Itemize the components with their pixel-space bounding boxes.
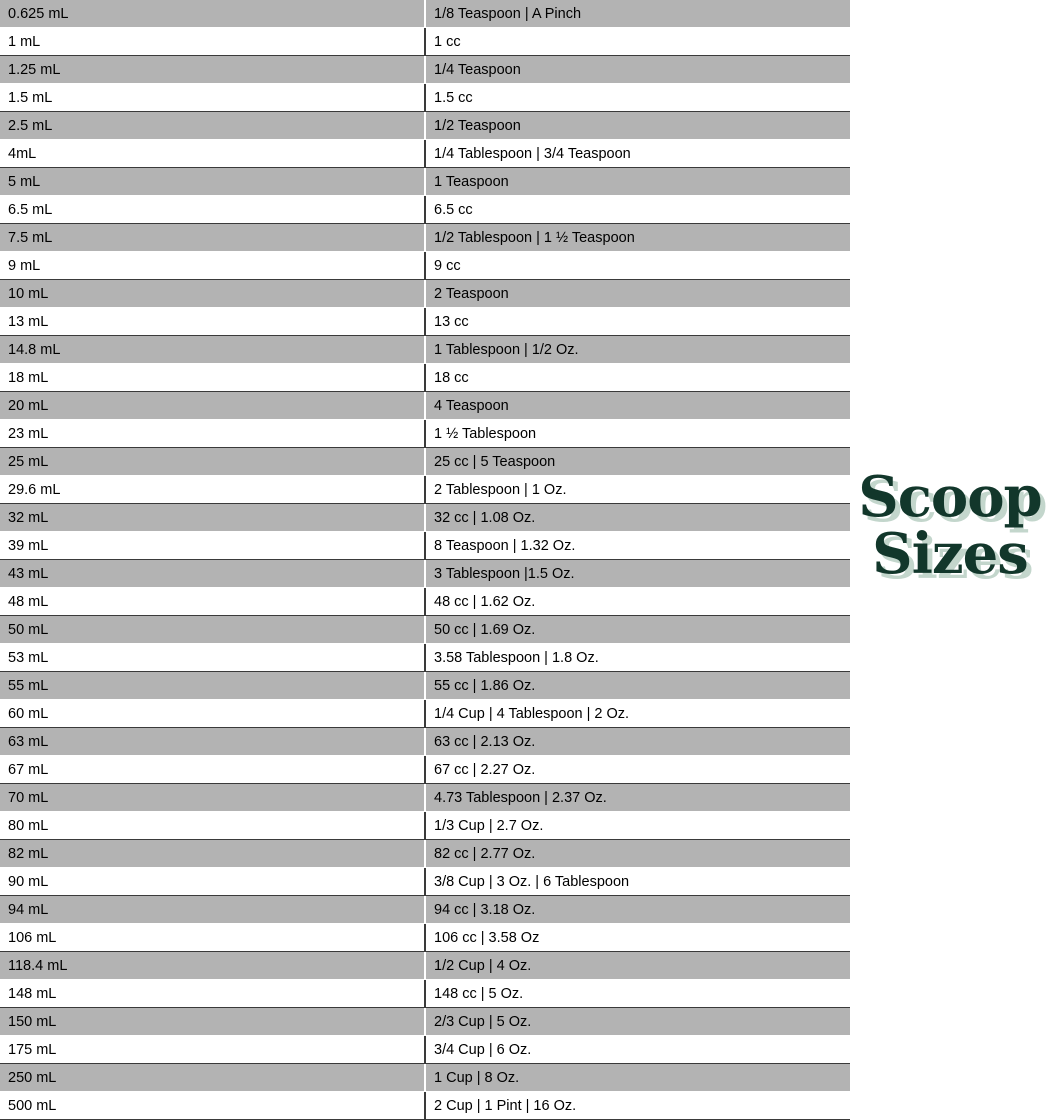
cell-equivalent: 2 Teaspoon [425,280,850,308]
cell-volume-ml: 10 mL [0,280,425,308]
table-row [0,0,850,28]
table-row [0,308,850,336]
cell-equivalent: 9 cc [425,252,850,280]
cell-equivalent: 25 cc | 5 Teaspoon [425,448,850,476]
cell-equivalent: 1/8 Teaspoon | A Pinch [425,0,850,28]
cell-volume-ml: 94 mL [0,896,425,924]
table-row [0,168,850,196]
cell-equivalent: 67 cc | 2.27 Oz. [425,756,850,784]
cell-volume-ml: 23 mL [0,420,425,448]
cell-volume-ml: 1.5 mL [0,84,425,112]
table-row [0,504,850,532]
table-row [0,644,850,672]
cell-volume-ml: 60 mL [0,700,425,728]
cell-volume-ml: 6.5 mL [0,196,425,224]
table-row [0,672,850,700]
cell-volume-ml: 7.5 mL [0,224,425,252]
logo-line-two: Sizes [872,520,1028,587]
table-row [0,476,850,504]
logo-line-one: Scoop [858,464,1042,530]
table-row [0,56,850,84]
cell-equivalent: 3/8 Cup | 3 Oz. | 6 Tablespoon [425,868,850,896]
cell-volume-ml: 9 mL [0,252,425,280]
cell-volume-ml: 48 mL [0,588,425,616]
cell-volume-ml: 39 mL [0,532,425,560]
table-row [0,868,850,896]
cell-volume-ml: 1.25 mL [0,56,425,84]
cell-equivalent: 4.73 Tablespoon | 2.37 Oz. [425,784,850,812]
table-row [0,224,850,252]
cell-equivalent: 32 cc | 1.08 Oz. [425,504,850,532]
table-row [0,392,850,420]
cell-equivalent: 1 ½ Tablespoon [425,420,850,448]
table-row [0,1008,850,1036]
cell-volume-ml: 25 mL [0,448,425,476]
table-row [0,952,850,980]
table-row [0,728,850,756]
table-row [0,924,850,952]
table-row [0,896,850,924]
table-row [0,700,850,728]
cell-volume-ml: 13 mL [0,308,425,336]
table-row [0,336,850,364]
cell-equivalent: 3 Tablespoon |1.5 Oz. [425,560,850,588]
cell-volume-ml: 14.8 mL [0,336,425,364]
cell-equivalent: 1/4 Cup | 4 Tablespoon | 2 Oz. [425,700,850,728]
cell-equivalent: 1/2 Cup | 4 Oz. [425,952,850,980]
cell-equivalent: 94 cc | 3.18 Oz. [425,896,850,924]
cell-equivalent: 1/2 Teaspoon [425,112,850,140]
cell-equivalent: 1 cc [425,28,850,56]
table-row [0,420,850,448]
table-row [0,364,850,392]
cell-equivalent: 13 cc [425,308,850,336]
table-row [0,140,850,168]
cell-volume-ml: 118.4 mL [0,952,425,980]
cell-volume-ml: 80 mL [0,812,425,840]
table-row [0,756,850,784]
cell-volume-ml: 0.625 mL [0,0,425,28]
table-row [0,1036,850,1064]
cell-volume-ml: 106 mL [0,924,425,952]
cell-volume-ml: 250 mL [0,1064,425,1092]
cell-volume-ml: 1 mL [0,28,425,56]
cell-volume-ml: 70 mL [0,784,425,812]
cell-equivalent: 1/4 Teaspoon [425,56,850,84]
cell-volume-ml: 150 mL [0,1008,425,1036]
table-row [0,812,850,840]
cell-equivalent: 148 cc | 5 Oz. [425,980,850,1008]
table-row [0,560,850,588]
cell-equivalent: 8 Teaspoon | 1.32 Oz. [425,532,850,560]
cell-volume-ml: 29.6 mL [0,476,425,504]
table-row [0,84,850,112]
table-row [0,280,850,308]
cell-equivalent: 1/4 Tablespoon | 3/4 Teaspoon [425,140,850,168]
cell-equivalent: 2/3 Cup | 5 Oz. [425,1008,850,1036]
scoop-sizes-logo [845,464,1055,587]
cell-volume-ml: 55 mL [0,672,425,700]
cell-volume-ml: 500 mL [0,1092,425,1120]
cell-equivalent: 48 cc | 1.62 Oz. [425,588,850,616]
table-row [0,532,850,560]
cell-equivalent: 1.5 cc [425,84,850,112]
cell-volume-ml: 63 mL [0,728,425,756]
cell-equivalent: 1/3 Cup | 2.7 Oz. [425,812,850,840]
table-row [0,1064,850,1092]
cell-equivalent: 6.5 cc [425,196,850,224]
table-row [0,588,850,616]
cell-volume-ml: 18 mL [0,364,425,392]
cell-equivalent: 1/2 Tablespoon | 1 ½ Teaspoon [425,224,850,252]
cell-volume-ml: 175 mL [0,1036,425,1064]
cell-equivalent: 2 Cup | 1 Pint | 16 Oz. [425,1092,850,1120]
table-row [0,980,850,1008]
cell-equivalent: 1 Teaspoon [425,168,850,196]
cell-equivalent: 4 Teaspoon [425,392,850,420]
cell-equivalent: 2 Tablespoon | 1 Oz. [425,476,850,504]
cell-equivalent: 82 cc | 2.77 Oz. [425,840,850,868]
table-row [0,112,850,140]
cell-volume-ml: 67 mL [0,756,425,784]
cell-volume-ml: 20 mL [0,392,425,420]
cell-volume-ml: 53 mL [0,644,425,672]
cell-volume-ml: 32 mL [0,504,425,532]
cell-equivalent: 3.58 Tablespoon | 1.8 Oz. [425,644,850,672]
cell-equivalent: 50 cc | 1.69 Oz. [425,616,850,644]
cell-equivalent: 3/4 Cup | 6 Oz. [425,1036,850,1064]
table-row [0,616,850,644]
table-row [0,196,850,224]
table-row [0,252,850,280]
cell-equivalent: 63 cc | 2.13 Oz. [425,728,850,756]
table-row [0,448,850,476]
cell-volume-ml: 4mL [0,140,425,168]
cell-volume-ml: 50 mL [0,616,425,644]
cell-volume-ml: 5 mL [0,168,425,196]
cell-volume-ml: 90 mL [0,868,425,896]
cell-volume-ml: 82 mL [0,840,425,868]
table-row [0,840,850,868]
cell-volume-ml: 43 mL [0,560,425,588]
cell-volume-ml: 2.5 mL [0,112,425,140]
table-row [0,1092,850,1120]
table-row [0,784,850,812]
cell-equivalent: 55 cc | 1.86 Oz. [425,672,850,700]
cell-equivalent: 1 Tablespoon | 1/2 Oz. [425,336,850,364]
cell-equivalent: 18 cc [425,364,850,392]
cell-equivalent: 1 Cup | 8 Oz. [425,1064,850,1092]
table-row [0,28,850,56]
cell-equivalent: 106 cc | 3.58 Oz [425,924,850,952]
cell-volume-ml: 148 mL [0,980,425,1008]
